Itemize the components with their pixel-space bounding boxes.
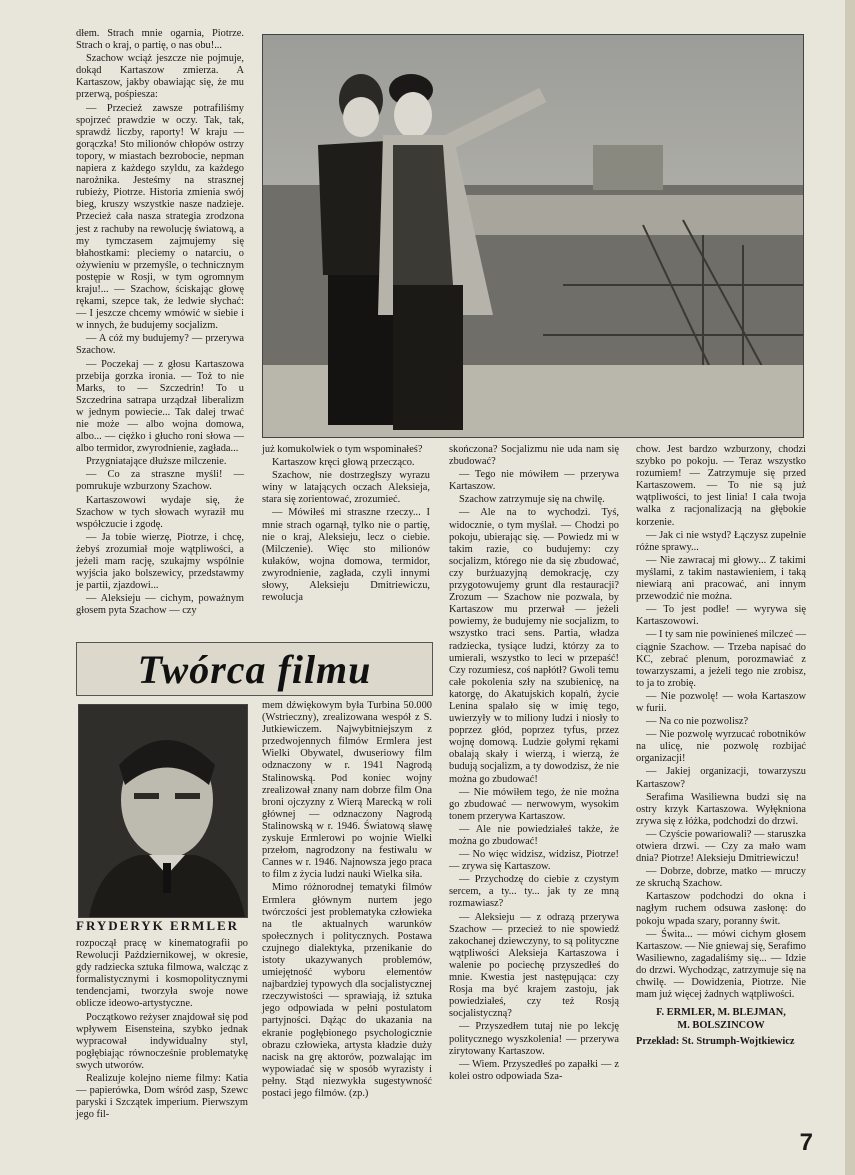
paragraph: Przygniatające dłuższe milczenie. [86, 456, 227, 468]
paragraph: — Poczekaj — z głosu Kartaszowa przebija gorzka ironia. — Toż to nie Marks, to — Szczedrin! To u Szczedrina satrapa urządzał liberalizm w jednym powiecie... Tak dalej trwać nie może — albo wojna domowa, albo... — ciężko i głucho roni słowa — albo termidor, zwyrodnienie, zagłada... [76, 358, 244, 455]
construction-scene-illustration [263, 35, 803, 437]
paragraph: — Świta... — mówi cichym głosem Kartaszow. — Nie gniewaj się, Serafimo Wasiliewno, zagadaliśmy się... — Idzie do drzwi. Wychodząc, zatrzymuje się na chwilę. — Dowidzenia, Piotrze. Nie mam już więcej żadnych wątpliwości. [636, 928, 806, 1001]
paragraph: — A cóż my budujemy? — przerywa Szachow. [76, 333, 244, 357]
construction-site-photo [262, 34, 804, 438]
authors-line: F. ERMLER, M. BLEJMAN, [656, 1007, 786, 1019]
paragraph: — Aleksieju — cichym, poważnym głosem pyta Szachow — czy [76, 593, 244, 617]
bio-column-2 [262, 700, 432, 1101]
paragraph: — Przecież zawsze potrafiliśmy spojrzeć prawdzie w oczy. Tak, tak, sprawdź liczby, raporty! W kraju — gorączka! Sto milionów chłopów ostrzy topory, w miastach bezrobocie, nepman napiera z każdego szyldu, za każdego narożnika. Jesteśmy na strasznej rubieży, Piotrze. Historia zmienia swój bieg, kruszy wszystkie nasze nadzieje. Przecież cała nasza strategia zrodzona jest z rachuby na rewolucję światową, a my tymczasem zajmujemy się błahostkami: pleciemy o natarciu, o ożywieniu w przemyśle, o technicznym postępie w Rosji, w tym ogromnym kraju!... — Szachow, ściskając głowę rękami, szepce tak, że ledwie słychać: — I jeszcze chcemy wmówić w siebie i w innych, że budujemy socjalizm. [76, 102, 244, 332]
paragraph: Kartaszow podchodzi do okna i nagłym ruchem odsuwa zasłonę: do pokoju wpada szary, poranny świt. [636, 891, 806, 927]
paragraph: Kartaszow kręci głową przecząco. [272, 457, 415, 469]
paragraph: rozpoczął pracę w kinematografii po Rewolucji Październikowej, w okresie, gdy radziecka sztuka filmowa, walcząc z formalistycznymi i kosmopolitycznymi tendencjami, tworzyła swoje nowe oblicze ideowo-artystyczne. [76, 938, 248, 1010]
paragraph: Realizuje kolejno nieme filmy: Katia — papierówka, Dom wśród zasp, Szewc paryski i Szczątek imperium. Pierwszym jego fil- [76, 1073, 248, 1121]
paragraph: — Nie zawracaj mi głowy... Z takimi myślami, z takim nastawieniem, i taką niewiarą ani pracować, ani innym przewodzić nie można. [636, 554, 806, 603]
bio-column-1 [76, 938, 248, 1122]
portrait-caption: FRYDERYK ERMLER [76, 918, 240, 933]
paragraph: — Dobrze, dobrze, matko — mruczy ze skruchą Szachow. [636, 866, 806, 890]
paragraph: — Nie pozwolę wyrzucać robotników na ulicę, nie pozwolę rozbijać organizacji! [636, 729, 806, 765]
paragraph: — To jest podłe! — wyrywa się Kartaszowowi. [636, 604, 806, 628]
paragraph: — Mówiłeś mi straszne rzeczy... I mnie strach ogarnął, tylko nie o partię, nie o kraj, Aleksieju, lecz o ciebie. (Milczenie). Więc sto milionów kułaków, wojna domowa, termidor, zwyrodnienie, zagłada, czyli innymi słowy, Aleksieju Dmitriewiczu, rewolucja [262, 507, 430, 604]
portrait-illustration [79, 705, 247, 917]
section-title: Twórca filmu [137, 646, 372, 692]
paragraph: mem dźwiękowym była Turbina 50.000 (Wstrieczny), zrealizowana wespół z S. Jutkiewiczem. Najwybitniejszym z przedwojennych filmów Ermlera jest Wielki Obywatel, dwuseriowy film odznaczony w r. 1941 Nagrodą Stalinowską. Pod koniec wojny zrealizował znany nam dobrze film Ona broni ojczyzny z Wierą Marecką w roli głównej — odznaczony Nagrodą Stalinowską w r. 1946. Światową sławę zyskuje Ermlerowi po wojnie Wielki przełom, nagrodzony na festiwalu w Cannes w r. 1946. Najnowsza jego praca to film z życia ludzi nauki Wielka siła. [262, 700, 432, 881]
article-column-2 [262, 444, 430, 605]
paragraph: — No więc widzisz, widzisz, Piotrze! — zrywa się Kartaszow. [449, 849, 619, 873]
translator-credit: Przekład: St. Strumph-Wojtkiewicz [636, 1036, 795, 1048]
paragraph: — Aleksieju — z odrazą przerywa Szachow — przecież to nie spowiedź zakochanej dziewczyny, to są polityczne wątpliwości Aleksieja Kartaszowa i walenie po pociechę przyszedłeś do mnie. Kwestia jest następująca: czy Rosja ma być krajem zastoju, jak powiedziałeś, czy też Rosją socjalistyczną? [449, 911, 619, 1020]
article-column-3 [449, 444, 619, 1084]
article-column-1 [76, 28, 244, 619]
paragraph: — Nie pozwolę! — woła Kartaszow w furii. [636, 690, 806, 714]
article-column-4 [636, 444, 806, 1050]
paragraph: Szachow zatrzymuje się na chwilę. [459, 494, 605, 506]
paragraph: Kartaszowowi wydaje się, że Szachow w tych słowach wyraził mu współczucie i zgodę. [76, 494, 244, 530]
page-edge [845, 0, 855, 1175]
paragraph: — Tego nie mówiłem — przerywa Kartaszow. [449, 469, 619, 493]
paragraph: — Czyście powariowali? — staruszka otwiera drzwi. — Czy za mało wam dnia? Piotrze! Aleksieju Dmitriewiczu! [636, 828, 806, 865]
paragraph: skończona? Socjalizmu nie uda nam się zbudować? [449, 444, 619, 468]
page-number: 7 [799, 1129, 813, 1156]
paragraph: Mimo różnorodnej tematyki filmów Ermlera głównym nurtem jego twórczości jest problematyka człowieka na tle aktualnych warunków społecznych i politycznych. Postawa czujnego dialektyka, przenikanie do istoty ukazywanych problemów, umiejętność wyboru elementów najbardziej typowych dla socjalistycznej rzeczywistości — sprawiają, iż sztuka jego odpowiada w pełni postulatom partyjności. Dążąc do ukazania na ekranie pogłębionego psychologicznie obrazu człowieka, artysta kładzie duży nacisk na grę aktorów, pozwalając im wypowiadać się w sposób wyrazisty i pełny. Stąd niezwykła sugestywność postaci jego filmów. (zp.) [262, 882, 432, 1099]
section-title-banner [76, 642, 433, 696]
paragraph: już komukolwiek o tym wspominałeś? [262, 444, 423, 455]
paragraph: — Przyszedłem tutaj nie po lekcję politycznego wyszkolenia! — przerywa zirytowany Kartaszow. [449, 1021, 619, 1057]
paragraph: — Na co nie pozwolisz? [646, 716, 749, 728]
paragraph: — Ale na to wychodzi. Tyś, widocznie, o tym myślał. — Chodzi po pokoju, ubierając się. — Powiedz mi w takim razie, co budujemy: czy socjalizm, którego nie da się zbudować, czy burżuazyjną demokrację, czy przygotowujemy grunt dla restauracji? Zrozum — Szachow nie pozwala, by Kartaszow mu przerwał — jeżeli powiemy, że budujemy nie socjalizm, to wszystko traci sens. Partia, władza radziecka, tysiące ludzi, którzy za to umierali, wszystko to leci w przepaść! Czy rozumiesz, coś napłótł? Gwoli temu całe pokolenia szły na szubienicę, na katorgę, do Akatujskich kopalń, życie Lenina spalało się w imię tego, uwierzyły w to miliony ludzi i niosły to poprzez głód, poprzez tyfus, przez wojnę domową. Ludzie gołymi rękami obalają skały i wierzą, i wierzą, że budują socjalizm, a ty dowodzisz, że nie można go zbudować! [449, 507, 619, 785]
paragraph: — I ty sam nie powinieneś milczeć — ciągnie Szachow. — Trzeba napisać do KC, zebrać plenum, porozmawiać z towarzyszami, a jeżeli tego nie zrobisz, to ja to zrobię. [636, 629, 806, 689]
paragraph: — Przychodzę do ciebie z czystym sercem, a ty... ty... jak ty ze mną rozmawiasz? [449, 874, 619, 910]
paragraph: dłem. Strach mnie ogarnia, Piotrze. Strach o kraj, o partię, o nas obu!... [76, 28, 244, 52]
paragraph: — Jak ci nie wstyd? Łączysz zupełnie różne sprawy... [636, 529, 806, 553]
paragraph: Szachow wciąż jeszcze nie pojmuje, dokąd Kartaszow zmierza. A Kartaszow, jakby obawiając się, że mu przerwą, pośpiesza: [76, 53, 244, 101]
portrait-photo [78, 704, 248, 918]
paragraph: — Jakiej organizacji, towarzyszu Kartaszow? [636, 766, 806, 790]
paragraph: — Wiem. Przyszedłeś po zapałki — z kolei ostro odpowiada Sza- [449, 1058, 619, 1082]
paragraph: Początkowo reżyser znajdował się pod wpływem Eisensteina, szybko jednak wypracował indywidualny styl, pogłębiając równocześnie problematykę swych utworów. [76, 1011, 248, 1071]
paragraph: Serafima Wasiliewna budzi się na ostry krzyk Kartaszowa. Wyłękniona zrywa się z łóżka, podchodzi do drzwi. [636, 791, 806, 827]
paragraph: chow. Jest bardzo wzburzony, chodzi szybko po pokoju. — Teraz wszystko rozumiem! — Zatrzymuje się przed Kartaszowem. — To nie są już wątpliwości, to jest linia! I cała twoja walka z racjonalizacją na głębokie korzenie. [636, 444, 806, 528]
paragraph: — Nie mówiłem tego, że nie można go zbudować — nerwowym, wysokim tonem przerywa Kartaszow. [449, 786, 619, 822]
paragraph: — Ja tobie wierzę, Piotrze, i chcę, żebyś zrozumiał moje wątpliwości, a jeżeli mam rację, szukajmy wspólnie wyjścia jako bolszewicy, przedstawmy je partii, zjazdowi... [76, 531, 244, 592]
paragraph: Szachow, nie dostrzegłszy wyrazu winy w latających oczach Aleksieja, stara się zorientować, zrozumieć. [262, 470, 430, 506]
paragraph: — Ale nie powiedziałeś także, że można go zbudować! [449, 823, 619, 847]
paragraph: — Co za straszne myśli! — pomrukuje wzburzony Szachow. [76, 469, 244, 493]
authors-line: M. BOLSZINCOW [677, 1020, 765, 1032]
